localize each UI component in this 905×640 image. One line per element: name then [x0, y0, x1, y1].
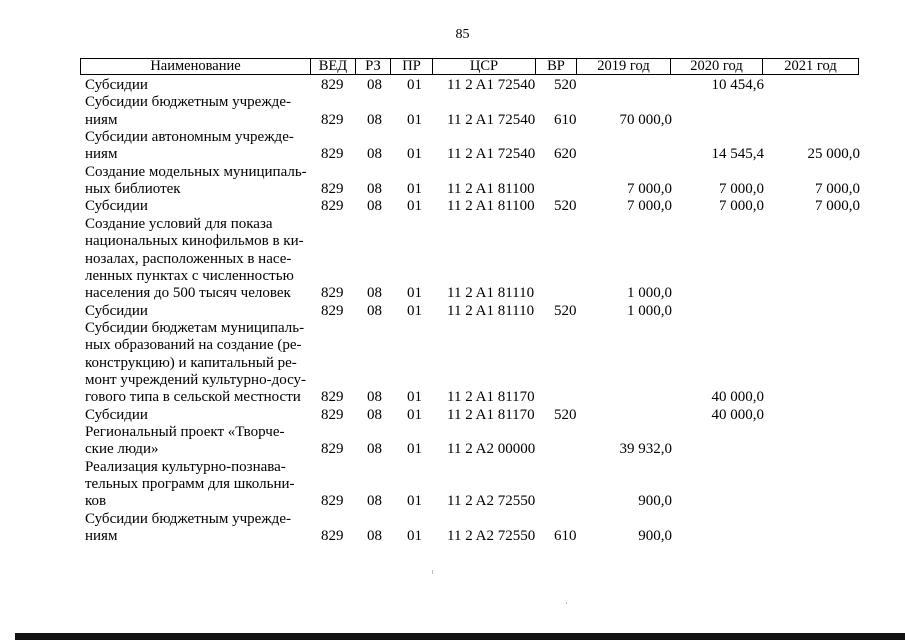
cell-ved: 829	[321, 111, 344, 128]
cell-ved: 829	[321, 493, 344, 510]
cell-name: ленных пунктах с численностью	[85, 267, 294, 284]
cell-2019: 7 000,0	[627, 198, 672, 215]
header-pr: ПР	[391, 59, 433, 74]
cell-2019: 7 000,0	[627, 181, 672, 198]
cell-pr: 01	[407, 528, 422, 545]
cell-pr: 01	[407, 389, 422, 406]
cell-pr: 01	[407, 493, 422, 510]
cell-name: ниям	[85, 146, 118, 163]
table-row	[80, 493, 860, 510]
cell-name: Реализация культурно-познава-	[85, 458, 286, 475]
cell-vr: 520	[554, 77, 577, 93]
cell-rz: 08	[367, 493, 382, 510]
cell-rz: 08	[367, 285, 382, 302]
cell-ved: 829	[321, 285, 344, 302]
cell-rz: 08	[367, 302, 382, 319]
cell-name: Субсидии	[85, 77, 148, 93]
cell-pr: 01	[407, 441, 422, 458]
cell-rz: 08	[367, 441, 382, 458]
cell-name: ниям	[85, 111, 118, 128]
cell-name: нозалах, расположенных в насе-	[85, 250, 292, 267]
table-row	[80, 146, 860, 163]
cell-2019: 900,0	[638, 493, 672, 510]
cell-ved: 829	[321, 181, 344, 198]
cell-name: Субсидии автономным учрежде-	[85, 129, 294, 146]
cell-name: ские люди»	[85, 441, 159, 458]
cell-rz: 08	[367, 181, 382, 198]
cell-2019: 70 000,0	[619, 111, 672, 128]
header-vr: ВР	[536, 59, 577, 74]
cell-pr: 01	[407, 406, 422, 423]
header-2019: 2019 год	[577, 59, 671, 74]
header-name: Наименование	[81, 59, 311, 74]
cell-rz: 08	[367, 146, 382, 163]
cell-2020: 14 545,4	[711, 146, 764, 163]
cell-pr: 01	[407, 146, 422, 163]
table-row	[80, 268, 860, 285]
table-row	[80, 355, 860, 372]
cell-name: Субсидии	[85, 406, 148, 423]
table-row	[80, 389, 860, 406]
scan-speck	[566, 602, 567, 604]
cell-ved: 829	[321, 406, 344, 423]
cell-rz: 08	[367, 111, 382, 128]
cell-csr: 11 2 A1 81170	[447, 389, 535, 406]
cell-2020: 7 000,0	[719, 181, 764, 198]
cell-name: национальных кинофильмов в ки-	[85, 233, 304, 250]
cell-pr: 01	[407, 111, 422, 128]
table-row	[80, 528, 860, 545]
table-row	[80, 476, 860, 493]
cell-rz: 08	[367, 77, 382, 93]
table-row	[80, 285, 860, 302]
cell-name: ных библиотек	[85, 181, 181, 198]
cell-name: Субсидии бюджетным учрежде-	[85, 94, 291, 111]
table-row	[80, 198, 860, 215]
cell-name: Субсидии бюджетным учрежде-	[85, 510, 291, 527]
header-rz: РЗ	[356, 59, 391, 74]
cell-name: населения до 500 тысяч человек	[85, 285, 291, 302]
cell-csr: 11 2 A2 00000	[447, 441, 536, 458]
header-ved: ВЕД	[311, 59, 356, 74]
cell-csr: 11 2 A1 81170	[447, 406, 535, 423]
cell-vr: 520	[554, 302, 577, 319]
cell-ved: 829	[321, 198, 344, 215]
table-row	[80, 216, 860, 233]
table-row	[80, 407, 860, 424]
cell-vr: 620	[554, 146, 577, 163]
cell-name: Субсидии	[85, 198, 148, 215]
cell-ved: 829	[321, 441, 344, 458]
table-row	[80, 441, 860, 458]
table-row	[80, 181, 860, 198]
cell-name: ных образований на создание (ре-	[85, 337, 302, 354]
cell-2021: 7 000,0	[815, 181, 860, 198]
cell-2019: 1 000,0	[627, 302, 672, 319]
table-row	[80, 511, 860, 528]
cell-ved: 829	[321, 146, 344, 163]
scan-edge-bar	[15, 633, 905, 640]
cell-pr: 01	[407, 285, 422, 302]
cell-pr: 01	[407, 198, 422, 215]
cell-2019: 1 000,0	[627, 285, 672, 302]
cell-ved: 829	[321, 77, 344, 93]
table-row	[80, 112, 860, 129]
cell-pr: 01	[407, 181, 422, 198]
cell-2020: 10 454,6	[711, 77, 764, 93]
cell-name: Субсидии бюджетам муниципаль-	[85, 319, 305, 336]
cell-vr: 520	[554, 406, 577, 423]
cell-name: Создание модельных муниципаль-	[85, 163, 307, 180]
cell-rz: 08	[367, 198, 382, 215]
cell-ved: 829	[321, 528, 344, 545]
table-row	[80, 251, 860, 268]
table-row	[80, 320, 860, 337]
cell-csr: 11 2 A1 72540	[447, 77, 536, 93]
cell-csr: 11 2 A1 81110	[447, 302, 535, 319]
cell-rz: 08	[367, 528, 382, 545]
cell-2020: 40 000,0	[711, 406, 764, 423]
cell-2020: 7 000,0	[719, 198, 764, 215]
cell-2021: 25 000,0	[807, 146, 860, 163]
table-row	[80, 77, 860, 94]
cell-2019: 39 932,0	[619, 441, 672, 458]
table-row	[80, 303, 860, 320]
cell-csr: 11 2 A1 81100	[447, 181, 535, 198]
cell-pr: 01	[407, 302, 422, 319]
cell-2020: 40 000,0	[711, 389, 764, 406]
table-row	[80, 129, 860, 146]
table-row	[80, 164, 860, 181]
cell-vr: 520	[554, 198, 577, 215]
cell-name: гового типа в сельской местности	[85, 389, 301, 406]
cell-rz: 08	[367, 389, 382, 406]
table-row	[80, 372, 860, 389]
cell-vr: 610	[554, 111, 577, 128]
table-row	[80, 424, 860, 441]
table-row	[80, 337, 860, 354]
cell-name: конструкцию) и капитальный ре-	[85, 354, 297, 371]
cell-2021: 7 000,0	[815, 198, 860, 215]
cell-csr: 11 2 A2 72550	[447, 493, 536, 510]
header-csr: ЦСР	[433, 59, 536, 74]
cell-2019: 900,0	[638, 528, 672, 545]
cell-name: монт учреждений культурно-досу-	[85, 371, 307, 388]
header-2020: 2020 год	[671, 59, 763, 74]
cell-name: Субсидии	[85, 302, 148, 319]
cell-name: Создание условий для показа	[85, 215, 273, 232]
page-number: 85	[455, 27, 470, 42]
cell-rz: 08	[367, 406, 382, 423]
table-row	[80, 233, 860, 250]
cell-csr: 11 2 A1 81110	[447, 285, 535, 302]
cell-vr: 610	[554, 528, 577, 545]
cell-name: ков	[85, 493, 107, 510]
table-row	[80, 459, 860, 476]
cell-name: Региональный проект «Творче-	[85, 424, 285, 440]
cell-csr: 11 2 A1 81100	[447, 198, 535, 215]
table-row	[80, 94, 860, 111]
cell-ved: 829	[321, 302, 344, 319]
cell-csr: 11 2 A1 72540	[447, 146, 536, 163]
cell-name: ниям	[85, 528, 118, 545]
cell-name: тельных программ для школьни-	[85, 476, 295, 493]
cell-csr: 11 2 A2 72550	[447, 528, 536, 545]
table-header	[80, 58, 859, 75]
cell-ved: 829	[321, 389, 344, 406]
cell-pr: 01	[407, 77, 422, 93]
header-2021: 2021 год	[784, 58, 837, 74]
scan-speck	[432, 570, 433, 574]
cell-csr: 11 2 A1 72540	[447, 111, 536, 128]
